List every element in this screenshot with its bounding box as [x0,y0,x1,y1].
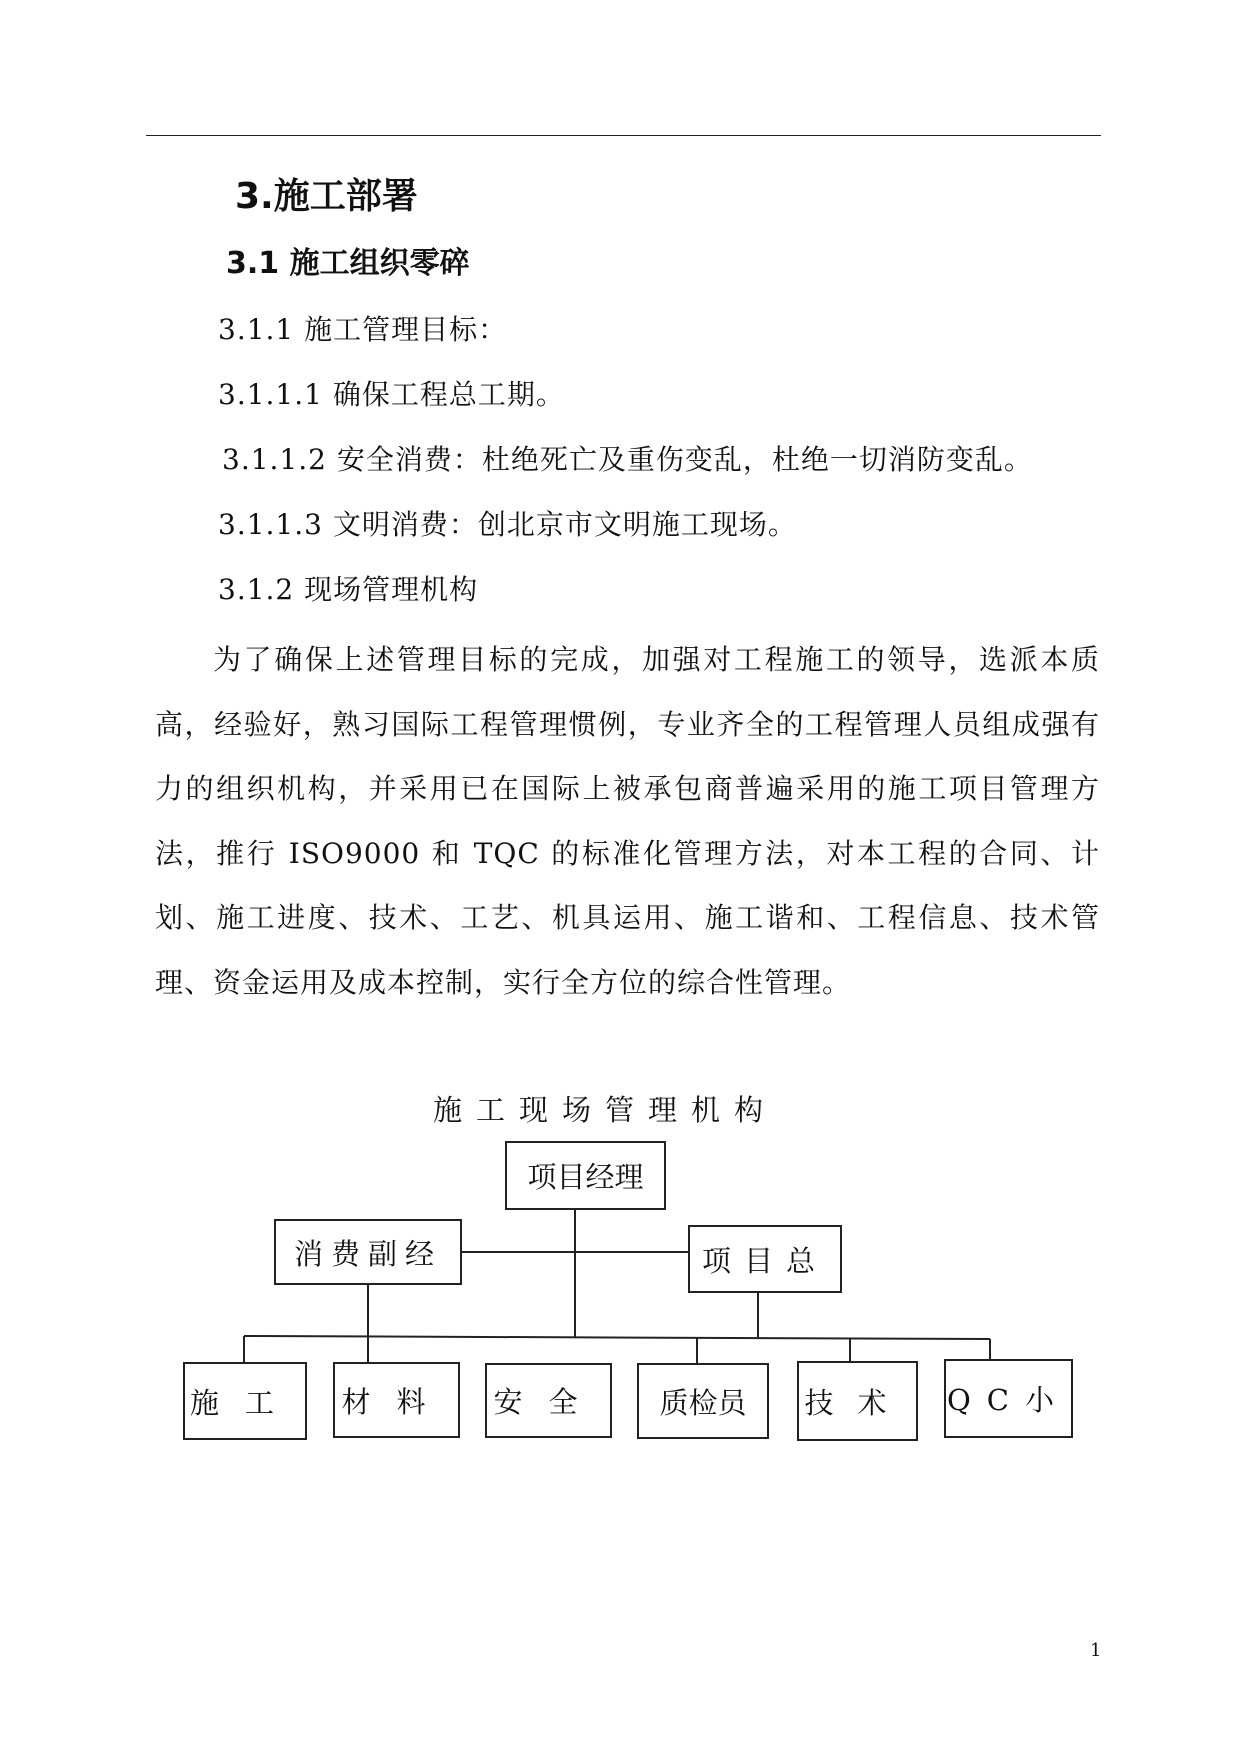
org-label-project-manager: 项目经理 [527,1160,644,1194]
org-label-materials: 材料 [341,1384,452,1419]
subsection-heading: 3.1 施工组织零碎 [226,246,470,281]
org-box-materials [333,1362,460,1438]
body-paragraph: 为了确保上述管理目标的完成，加强对工程施工的领导，选派本质高，经验好，熟习国际工程管理惯例，专业齐全的工程管理人员组成强有力的组织机构，并采用已在国际上被承包商普遍采用的施工项目管理方法，推行 ISO9000 和 TQC 的标准化管理方法，对本工程的合同、计划、施工进度、技术、工艺、机具运用、施工谐和、工程信息、技术管理、资金运用及成本控制，实行全方位的综合性管理。 [155,643,1100,999]
org-box-chief-engineer [688,1225,842,1293]
org-box-safety [485,1363,612,1438]
org-box-production-deputy [274,1219,462,1285]
org-label-safety: 安全 [493,1385,604,1419]
item-goal-heading: 3.1.1 施工管理目标： [218,313,508,346]
item-safety: 3.1.1.2 安全消费：杜绝死亡及重伤变乱，杜绝一切消防变乱。 [222,443,1033,476]
org-chart-title: 施工现场管理机构 [433,1093,778,1127]
item-schedule: 3.1.1.1 确保工程总工期。 [218,378,565,411]
org-label-technical: 技术 [804,1385,911,1420]
org-box-quality-inspector [637,1363,769,1439]
org-label-quality-inspector: 质检员 [659,1385,747,1420]
org-box-technical [797,1361,918,1441]
page-number: 1 [1090,1640,1102,1661]
org-label-chief-engineer: 项目总 [701,1243,828,1278]
section-heading: 3.施工部署 [235,176,418,217]
org-box-project-manager [505,1141,666,1210]
org-label-production-deputy: 消费副经 [293,1236,442,1271]
item-site-organization: 3.1.2 现场管理机构 [218,573,479,606]
connector-bus [244,1336,990,1339]
org-box-qc-group [944,1359,1073,1438]
item-civilized: 3.1.1.3 文明消费：创北京市文明施工现场。 [218,508,797,541]
org-box-construction [183,1362,307,1440]
org-label-qc-group: QC小 [947,1383,1070,1417]
org-label-construction: 施工 [189,1385,300,1420]
